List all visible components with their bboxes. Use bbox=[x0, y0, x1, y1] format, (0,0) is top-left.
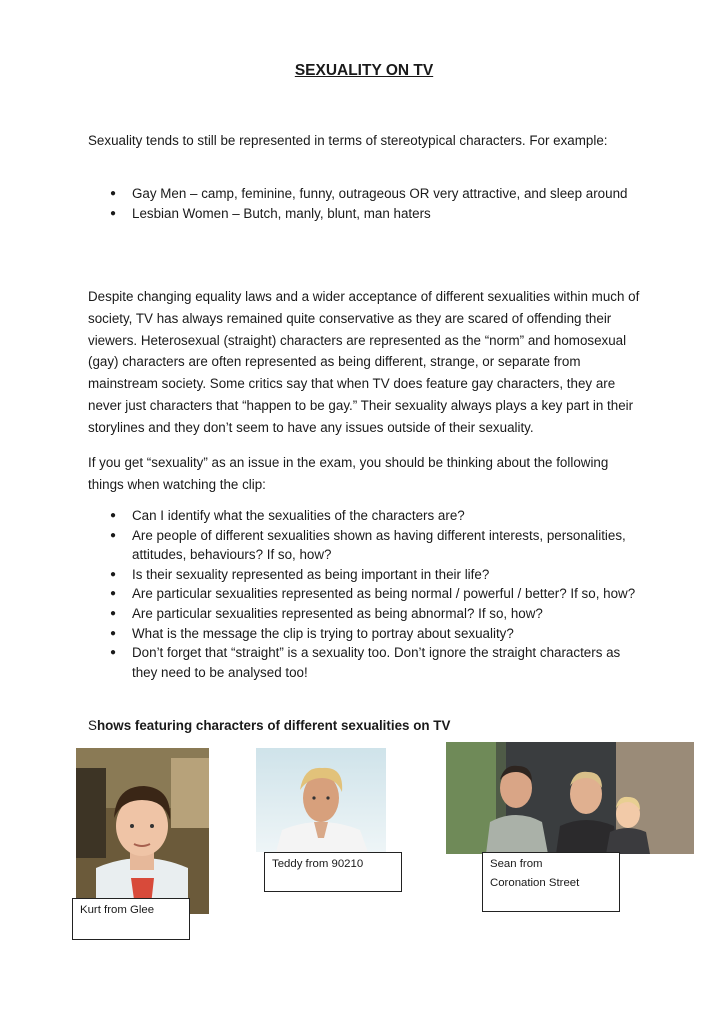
list-item: ● Are particular sexualities represented as being abnormal? If so, how? bbox=[110, 604, 640, 624]
teddy-caption-text: Teddy from 90210 bbox=[272, 858, 364, 870]
kurt-caption-text: Kurt from Glee bbox=[80, 904, 155, 916]
list-item: ● What is the message the clip is trying to portray about sexuality? bbox=[110, 624, 640, 644]
list-item: ● Are particular sexualities represented as being normal / powerful / better? If so, how? bbox=[110, 584, 640, 604]
kurt-caption bbox=[72, 898, 190, 940]
kurt-photo bbox=[76, 748, 209, 914]
shows-heading bbox=[88, 718, 450, 733]
intro-paragraph: Sexuality tends to still be represented in terms of stereotypical characters. For example: bbox=[88, 133, 608, 148]
shows-heading-text: hows featuring characters of different sexualities on TV bbox=[96, 718, 451, 733]
exam-intro-paragraph: If you get “sexuality” as an issue in the exam, you should be thinking about the following things when watching the clip: bbox=[88, 455, 609, 492]
sean-caption-line2: Coronation Street bbox=[490, 877, 580, 889]
list-item: ● Are people of different sexualities shown as having different interests, personalities, attitudes, behaviours? If so, how? bbox=[110, 526, 640, 565]
list-item: ● Gay Men – camp, feminine, funny, outrageous OR very attractive, and sleep around bbox=[110, 184, 640, 204]
teddy-photo bbox=[256, 748, 386, 852]
stereotype-list bbox=[110, 184, 640, 223]
list-item: ● Don’t forget that “straight” is a sexuality too. Don’t ignore the straight characters as they need to be analysed too! bbox=[110, 643, 640, 682]
sean-caption bbox=[482, 852, 620, 912]
teddy-caption bbox=[264, 852, 402, 892]
sean-photo bbox=[446, 742, 694, 854]
list-item: ● Can I identify what the sexualities of the characters are? bbox=[110, 506, 640, 526]
list-item: ● Is their sexuality represented as being important in their life? bbox=[110, 565, 640, 585]
sean-caption-line1: Sean from bbox=[490, 858, 543, 870]
page-title: SEXUALITY ON TV bbox=[294, 62, 434, 79]
body-paragraph: Despite changing equality laws and a wider acceptance of different sexualities within much of society, TV has always remained quite conservative as they are scared of offending their viewers. Heterosexual (straight) characters are represented as the “norm” and homosexual (gay) characters are often represented as being different, strange, or separate from mainstream society. Some critics say that when TV does feature gay characters, they are never just characters that “happen to be gay.” Their sexuality always plays a key part in their storylines and they don’t seem to have any issues outside of their sexuality. bbox=[88, 289, 640, 435]
question-list bbox=[110, 506, 640, 682]
shows-heading-initial: S bbox=[88, 718, 97, 733]
list-item: ● Lesbian Women – Butch, manly, blunt, man haters bbox=[110, 204, 640, 224]
